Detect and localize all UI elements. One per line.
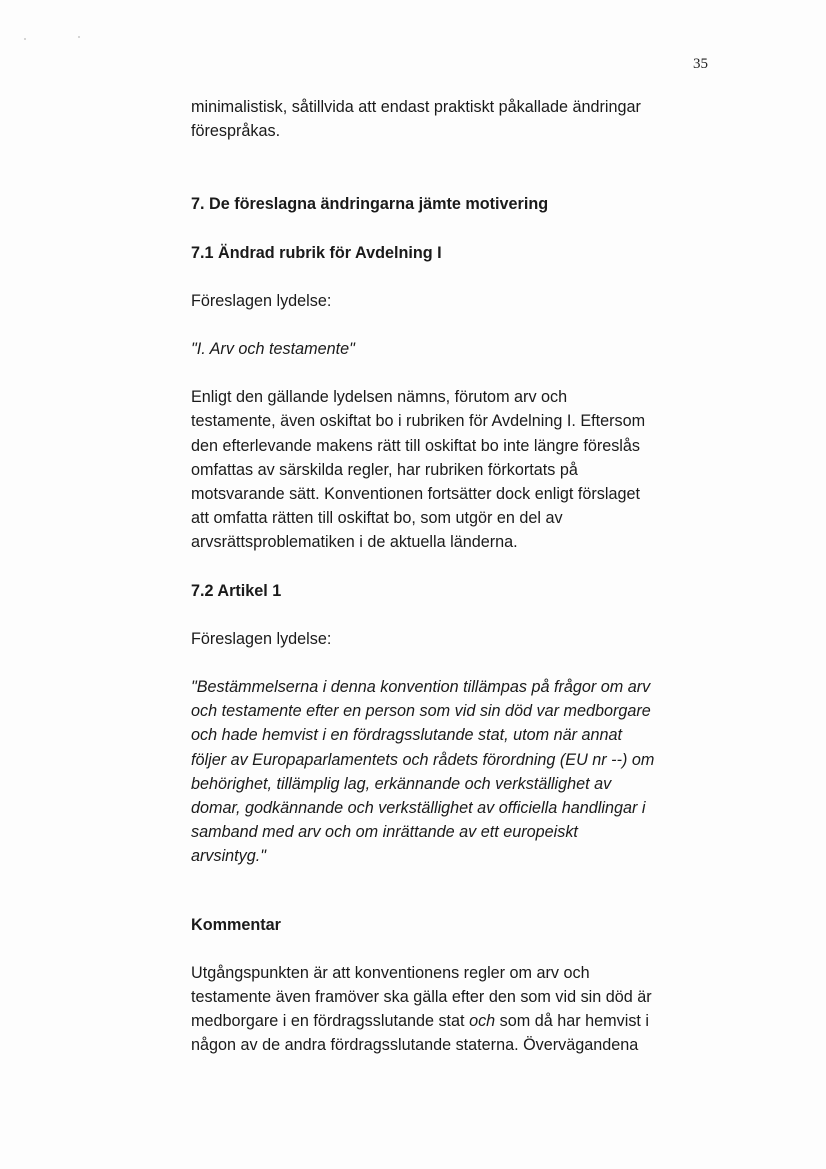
text-line: samband med arv och om inrättande av ett europeiskt: [191, 823, 578, 842]
page-number: 35: [693, 56, 708, 72]
scan-speck: [78, 36, 80, 38]
kommentar-heading: Kommentar: [191, 915, 281, 934]
text-line: testamente även framöver ska gälla efter den som vid sin död är: [191, 988, 652, 1007]
motivation-paragraph: [191, 385, 711, 554]
text-line: som då har hemvist i: [495, 1012, 650, 1031]
section-7-1-heading: 7.1 Ändrad rubrik för Avdelning I: [191, 243, 442, 262]
text-line: följer av Europaparlamentets och rådets förordning (EU nr --) om: [191, 750, 655, 769]
intro-line: förespråkas.: [191, 122, 281, 141]
section-7-heading: 7. De föreslagna ändringarna jämte motivering: [191, 195, 549, 214]
text-line: "Bestämmelserna i denna konvention tillämpas på frågor om arv: [191, 678, 651, 697]
scan-speck: [24, 38, 26, 40]
text-line: arvsintyg.": [191, 847, 267, 866]
kommentar-paragraph: [191, 961, 711, 1058]
intro-paragraph: [191, 95, 711, 143]
text-line: någon av de andra fördragsslutande staterna. Övervägandena: [191, 1036, 639, 1055]
proposed-wording-label: Föreslagen lydelse:: [191, 629, 332, 648]
text-line: testamente, även oskiftat bo i rubriken för Avdelning I. Eftersom: [191, 412, 646, 431]
proposed-wording-text: "I. Arv och testamente": [191, 340, 355, 359]
text-line: den efterlevande makens rätt till oskiftat bo inte längre föreslås: [191, 436, 640, 455]
text-line: behörighet, tillämplig lag, erkännande och verkställighet av: [191, 774, 612, 793]
text-line: arvsrättsproblematiken i de aktuella länderna.: [191, 533, 518, 552]
text-line: omfattas av särskilda regler, har rubriken förkortats på: [191, 460, 578, 479]
section-7-2-heading: 7.2 Artikel 1: [191, 581, 282, 600]
proposed-article-text: [191, 675, 711, 869]
document-body: [191, 95, 711, 1058]
text-line: att omfatta rätten till oskiftat bo, som utgör en del av: [191, 509, 563, 528]
text-line: motsvarande sätt. Konventionen fortsätter dock enligt förslaget: [191, 485, 641, 504]
text-line: medborgare i en fördragsslutande stat: [191, 1012, 470, 1031]
proposed-wording-label: Föreslagen lydelse:: [191, 291, 332, 310]
text-line: och hade hemvist i en fördragsslutande stat, utom när annat: [191, 726, 623, 745]
emphasis-och: och: [469, 1012, 496, 1031]
text-line: och testamente efter en person som vid sin död var medborgare: [191, 702, 651, 721]
text-line: Enligt den gällande lydelsen nämns, förutom arv och: [191, 388, 568, 407]
intro-line: minimalistisk, såtillvida att endast praktiskt påkallade ändringar: [191, 98, 641, 116]
text-line: domar, godkännande och verkställighet av officiella handlingar i: [191, 799, 646, 818]
text-line: Utgångspunkten är att konventionens regler om arv och: [191, 963, 590, 982]
